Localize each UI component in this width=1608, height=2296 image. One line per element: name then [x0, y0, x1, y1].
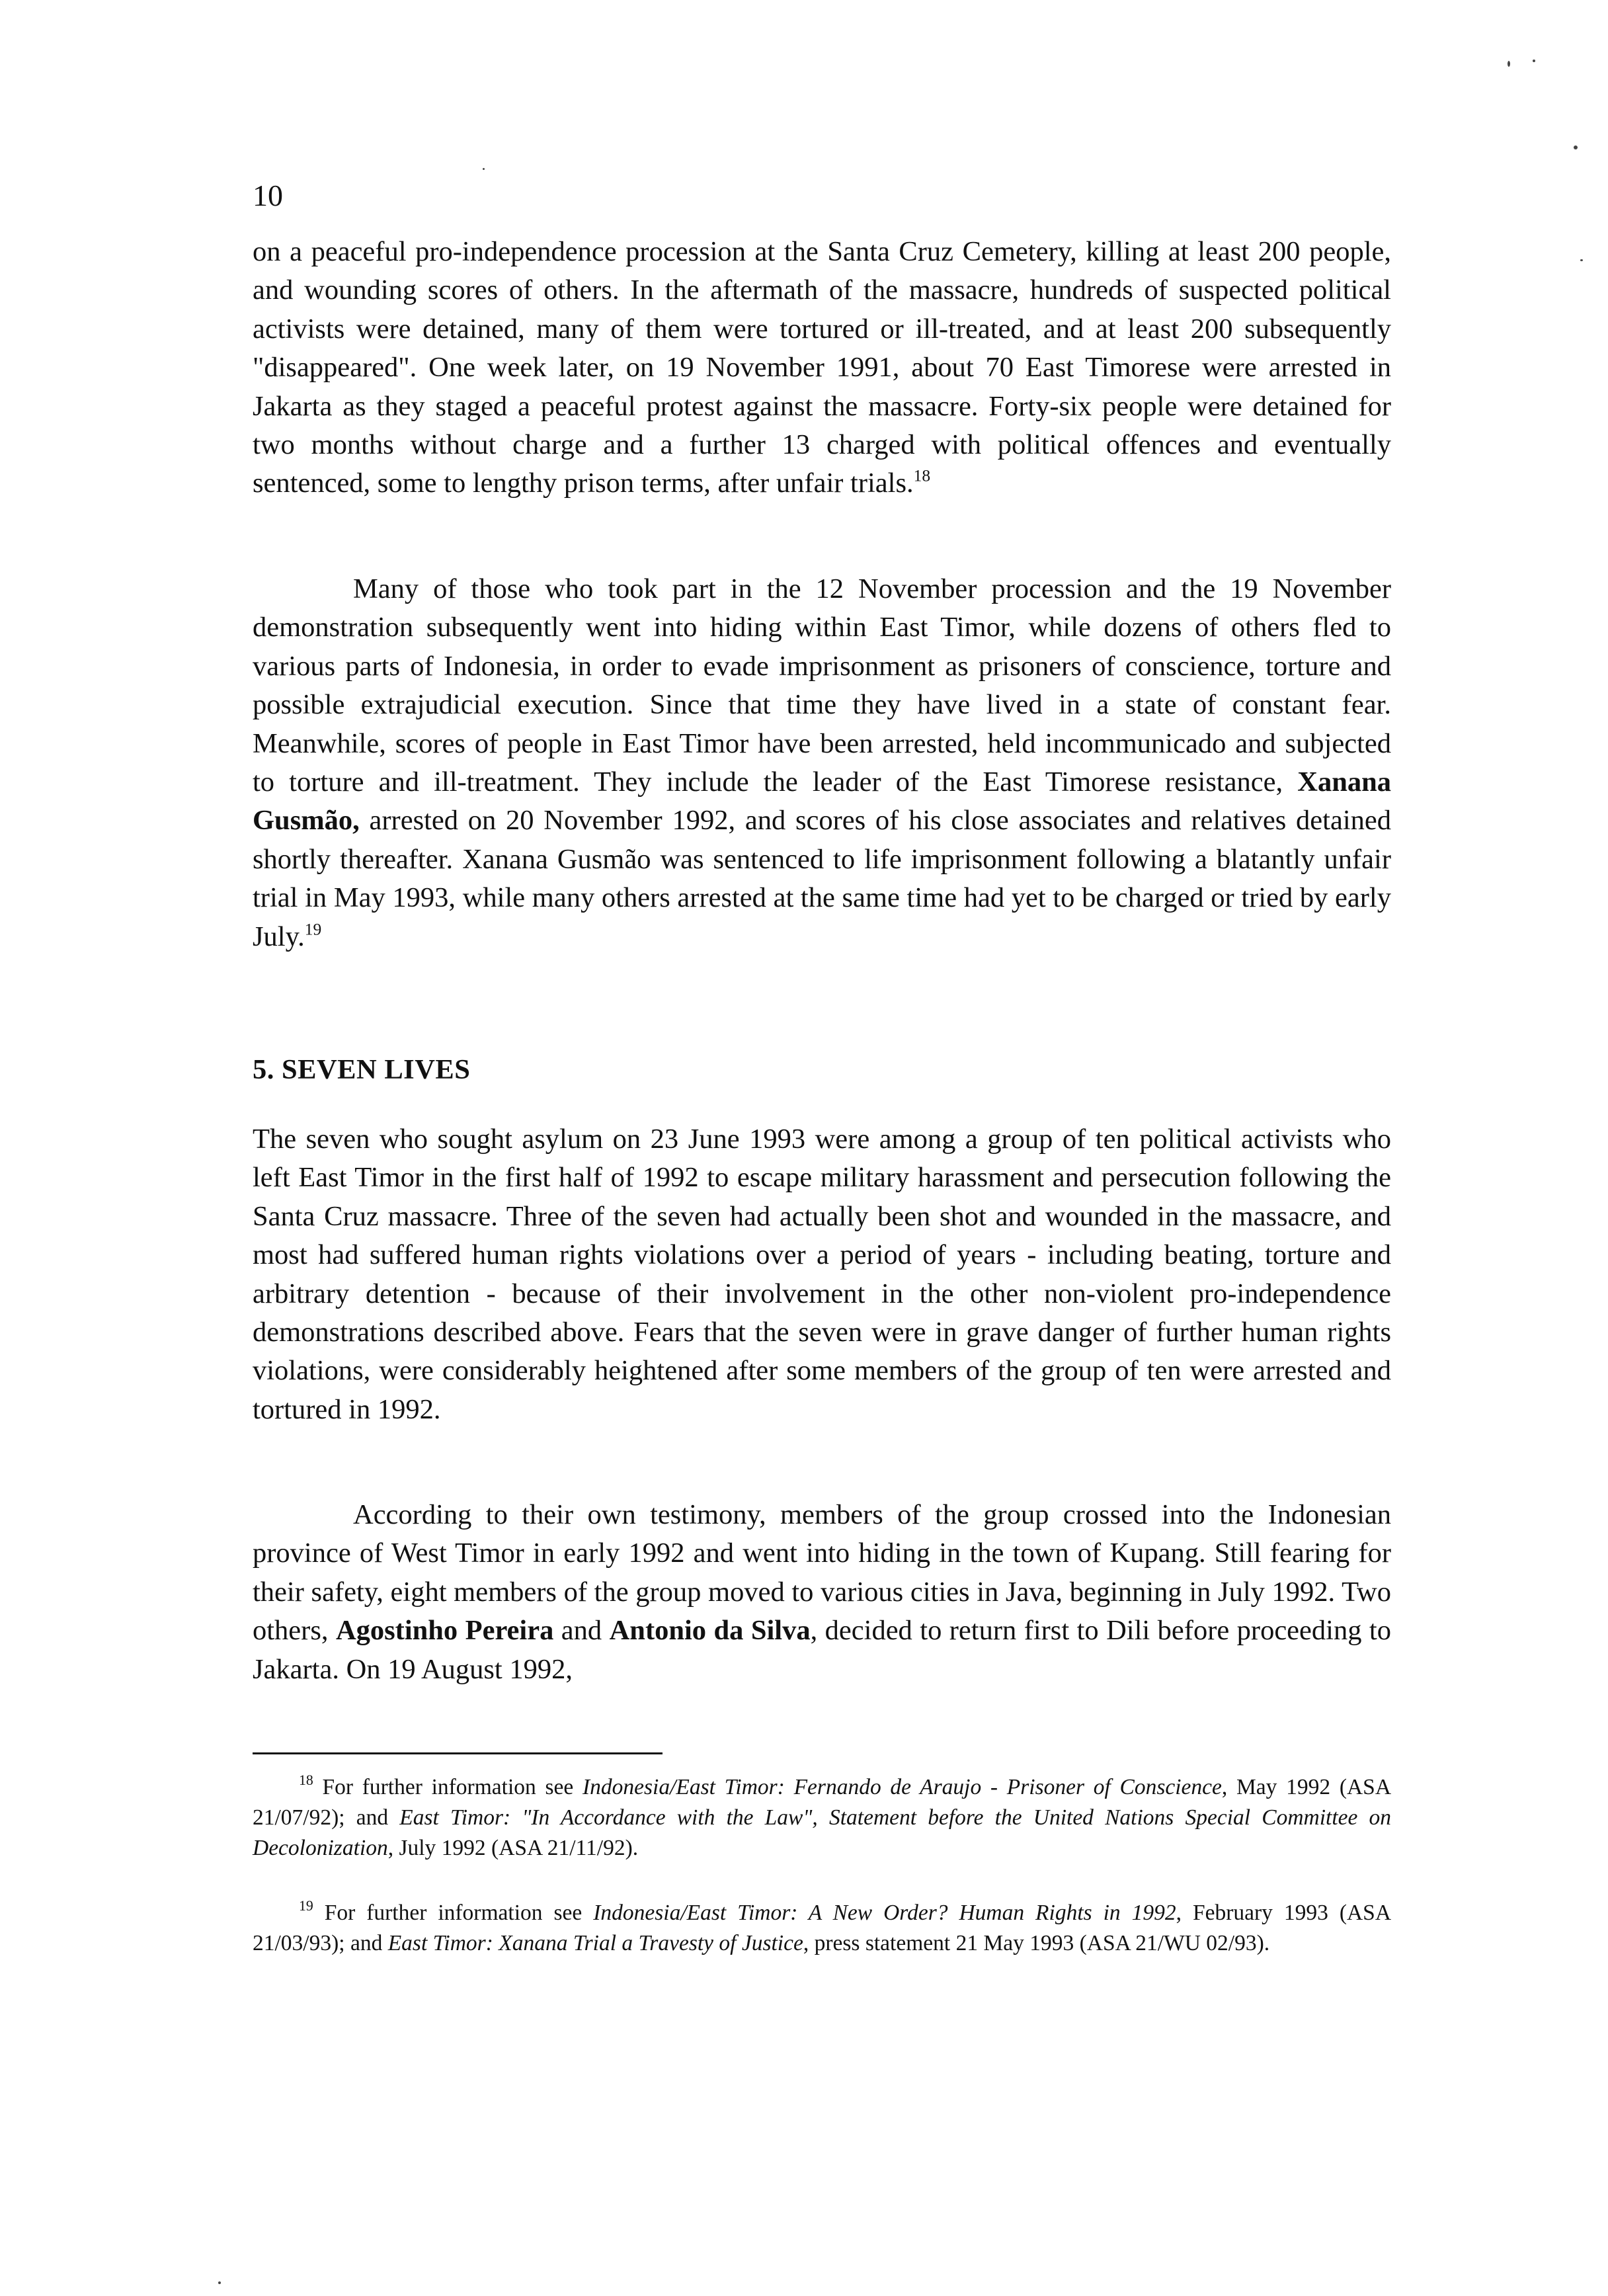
scan-speck	[218, 2281, 221, 2284]
footnote-separator	[253, 1752, 663, 1754]
scan-speck	[1533, 60, 1535, 62]
footnote-19-marker: 19	[299, 1897, 313, 1914]
paragraph-2	[253, 570, 1391, 956]
paragraph-2-text-end: arrested on 20 November 1992, and scores of his close associates and relatives detained shortly thereafter. Xanana Gusmão was sentenced to life imprisonment following a blatantly unfair trial in May 1993, while many others arrested at the same time had yet to be charged or tried by early July.	[253, 805, 1392, 952]
name-agostinho-pereira: Agostinho Pereira	[335, 1615, 554, 1647]
footnote-ref-18: 18	[913, 466, 931, 485]
footnote-18-mid: , May 1992 (ASA 21/07/92); and	[253, 1775, 1392, 1830]
name-xanana-gusmao: Xanana Gusmão,	[253, 766, 1391, 837]
footnote-19-lead: For further information see	[324, 1901, 583, 1925]
scan-speck	[483, 168, 485, 170]
name-antonio-da-silva: Antonio da Silva	[609, 1615, 811, 1647]
footnote-18-marker: 18	[299, 1772, 313, 1788]
footnote-18-tail: , July 1992 (ASA 21/11/92).	[387, 1836, 639, 1860]
footnote-19-title-2: East Timor: Xanana Trial a Travesty of Justice	[387, 1931, 803, 1955]
footnote-19	[253, 1898, 1391, 1959]
footnote-ref-19: 19	[304, 919, 322, 939]
scan-speck	[1580, 259, 1583, 261]
paragraph-4-and: and	[561, 1615, 602, 1647]
footnote-18-title-2: East Timor: "In Accordance with the Law", Statement before the United Nations Special Committee on Decolonization	[253, 1805, 1392, 1860]
scan-speck	[1574, 145, 1578, 149]
paragraph-4-text-start: According to their own testimony, members of the group crossed into the Indonesian province of West Timor in early 1992 and went into hiding in the town of Kupang. Still fearing for their safety, eight members of the group moved to various cities in Java, beginning in July 1992. Two others,	[253, 1499, 1391, 1647]
paragraph-2-text-start: Many of those who took part in the 12 November procession and the 19 November demonstration subsequently went into hiding within East Timor, while dozens of others fled to various parts of Indonesia, in order to evade imprisonment as prisoners of conscience, torture and possible extrajudicial execution. Since that time they have lived in a state of constant fear. Meanwhile, scores of people in East Timor have been arrested, held incommunicado and subjected to torture and ill-treatment. They include the leader of the East Timorese resistance,	[253, 573, 1391, 798]
footnote-18-title-1: Indonesia/East Timor: Fernando de Araujo - Prisoner of Conscience	[582, 1775, 1222, 1799]
paragraph-3-text: The seven who sought asylum on 23 June 1993 were among a group of ten political activists who left East Timor in the first half of 1992 to escape military harassment and persecution following the Santa Cruz massacre. Three of the seven had actually been shot and wounded in the massacre, and most had suffered human rights violations over a period of years - including beating, torture and arbitrary detention - because of their involvement in the other non-violent pro-independence demonstrations described above. Fears that the seven were in grave danger of further human rights violations, were considerably heightened after some members of the group of ten were arrested and tortured in 1992.	[253, 1124, 1391, 1425]
paragraph-4	[253, 1496, 1391, 1689]
page-number: 10	[253, 179, 283, 212]
paragraph-3	[253, 1120, 1391, 1429]
scan-speck	[1508, 61, 1510, 67]
section-heading: 5. SEVEN LIVES	[253, 1054, 471, 1085]
paragraph-1	[253, 233, 1391, 503]
footnote-19-mid: , February 1993 (ASA 21/03/93); and	[253, 1901, 1392, 1955]
footnote-18	[253, 1772, 1391, 1864]
paragraph-4-text-end: , decided to return first to Dili before proceeding to Jakarta. On 19 August 1992,	[253, 1615, 1391, 1685]
footnote-18-lead: For further information see	[322, 1775, 574, 1799]
paragraph-1-text: on a peaceful pro-independence procession at the Santa Cruz Cemetery, killing at least 200 people, and wounding scores of others. In the aftermath of the massacre, hundreds of suspected political activists were detained, many of them were tortured or ill-treated, and at least 200 subsequently "disappeared". One week later, on 19 November 1991, about 70 East Timorese were arrested in Jakarta as they staged a peaceful protest against the massacre. Forty-six people were detained for two months without charge and a further 13 charged with political offences and eventually sentenced, some to lengthy prison terms, after unfair trials.	[253, 236, 1391, 499]
footnote-19-tail: , press statement 21 May 1993 (ASA 21/WU 02/93).	[803, 1931, 1270, 1955]
footnote-19-title-1: Indonesia/East Timor: A New Order? Human Rights in 1992	[593, 1901, 1176, 1925]
